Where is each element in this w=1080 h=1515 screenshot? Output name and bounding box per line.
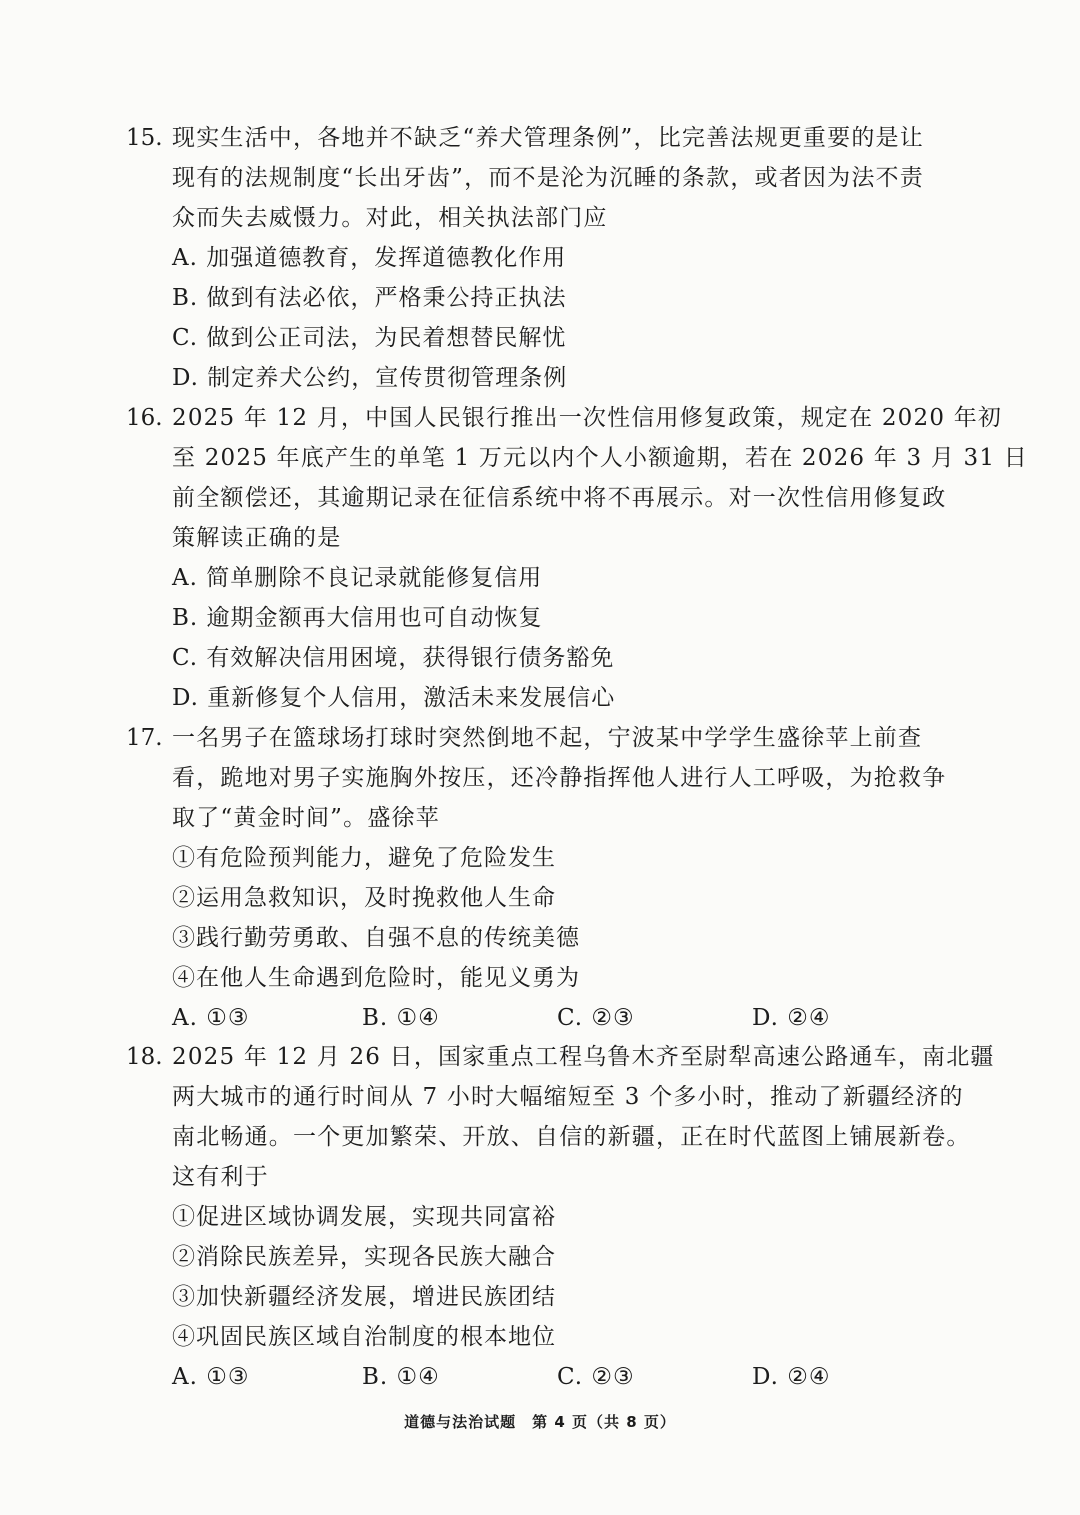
question-number: 17. — [126, 725, 163, 751]
question-stem-line: 现实生活中，各地并不缺乏“养犬管理条例”，比完善法规更重要的是让 — [172, 125, 924, 151]
question-number: 15. — [126, 125, 163, 151]
question-stem-line: 看，跪地对男子实施胸外按压，还冷静指挥他人进行人工呼吸，为抢救争 — [172, 765, 947, 791]
choice-a: A. ①③ — [172, 1005, 250, 1031]
option-b: B. 逾期金额再大信用也可自动恢复 — [172, 605, 543, 631]
question-stem-line: 现有的法规制度“长出牙齿”，而不是沦为沉睡的条款，或者因为法不责 — [172, 165, 924, 191]
question-stem-line: 南北畅通。一个更加繁荣、开放、自信的新疆，正在时代蓝图上铺展新卷。 — [172, 1124, 971, 1150]
question-stem-line: 两大城市的通行时间从 7 小时大幅缩短至 3 个多小时，推动了新疆经济的 — [172, 1084, 964, 1110]
choice-c: C. ②③ — [557, 1364, 635, 1390]
question-stem-line: 2025 年 12 月 26 日，国家重点工程乌鲁木齐至尉犁高速公路通车，南北疆 — [172, 1044, 995, 1070]
option-d: D. 制定养犬公约，宣传贯彻管理条例 — [172, 365, 568, 391]
question-stem-line: 前全额偿还，其逾期记录在征信系统中将不再展示。对一次性信用修复政 — [172, 485, 947, 511]
option-c: C. 有效解决信用困境，获得银行债务豁免 — [172, 645, 615, 671]
statement-3: ③加快新疆经济发展，增进民族团结 — [172, 1284, 556, 1310]
statement-1: ①促进区域协调发展，实现共同富裕 — [172, 1204, 556, 1230]
page-footer: 道德与法治试题 第 4 页（共 8 页） — [404, 1413, 676, 1431]
option-b: B. 做到有法必依，严格秉公持正执法 — [172, 285, 567, 311]
choice-b: B. ①④ — [362, 1005, 440, 1031]
choice-c: C. ②③ — [557, 1005, 635, 1031]
question-stem-line: 一名男子在篮球场打球时突然倒地不起，宁波某中学学生盛徐苹上前查 — [172, 725, 923, 751]
statement-2: ②运用急救知识，及时挽救他人生命 — [172, 885, 556, 911]
question-stem-line: 众而失去威慑力。对此，相关执法部门应 — [172, 205, 608, 231]
question-stem-line: 策解读正确的是 — [172, 525, 342, 551]
choice-d: D. ②④ — [752, 1364, 831, 1390]
statement-3: ③践行勤劳勇敢、自强不息的传统美德 — [172, 925, 580, 951]
option-d: D. 重新修复个人信用，激活未来发展信心 — [172, 685, 616, 711]
question-number: 18. — [126, 1044, 163, 1070]
option-a: A. 加强道德教育，发挥道德教化作用 — [172, 245, 567, 271]
question-stem-line: 2025 年 12 月，中国人民银行推出一次性信用修复政策，规定在 2020 年初 — [172, 405, 1003, 431]
choice-a: A. ①③ — [172, 1364, 250, 1390]
option-a: A. 简单删除不良记录就能修复信用 — [172, 565, 543, 591]
question-stem-line: 取了“黄金时间”。盛徐苹 — [172, 805, 440, 831]
question-stem-line: 这有利于 — [172, 1164, 269, 1190]
statement-4: ④巩固民族区域自治制度的根本地位 — [172, 1324, 556, 1350]
choice-d: D. ②④ — [752, 1005, 831, 1031]
question-stem-line: 至 2025 年底产生的单笔 1 万元以内个人小额逾期，若在 2026 年 3 月 31 日 — [172, 445, 1028, 471]
choice-b: B. ①④ — [362, 1364, 440, 1390]
statement-4: ④在他人生命遇到危险时，能见义勇为 — [172, 965, 580, 991]
option-c: C. 做到公正司法，为民着想替民解忧 — [172, 325, 567, 351]
statement-1: ①有危险预判能力，避免了危险发生 — [172, 845, 556, 871]
question-number: 16. — [126, 405, 163, 431]
statement-2: ②消除民族差异，实现各民族大融合 — [172, 1244, 556, 1270]
